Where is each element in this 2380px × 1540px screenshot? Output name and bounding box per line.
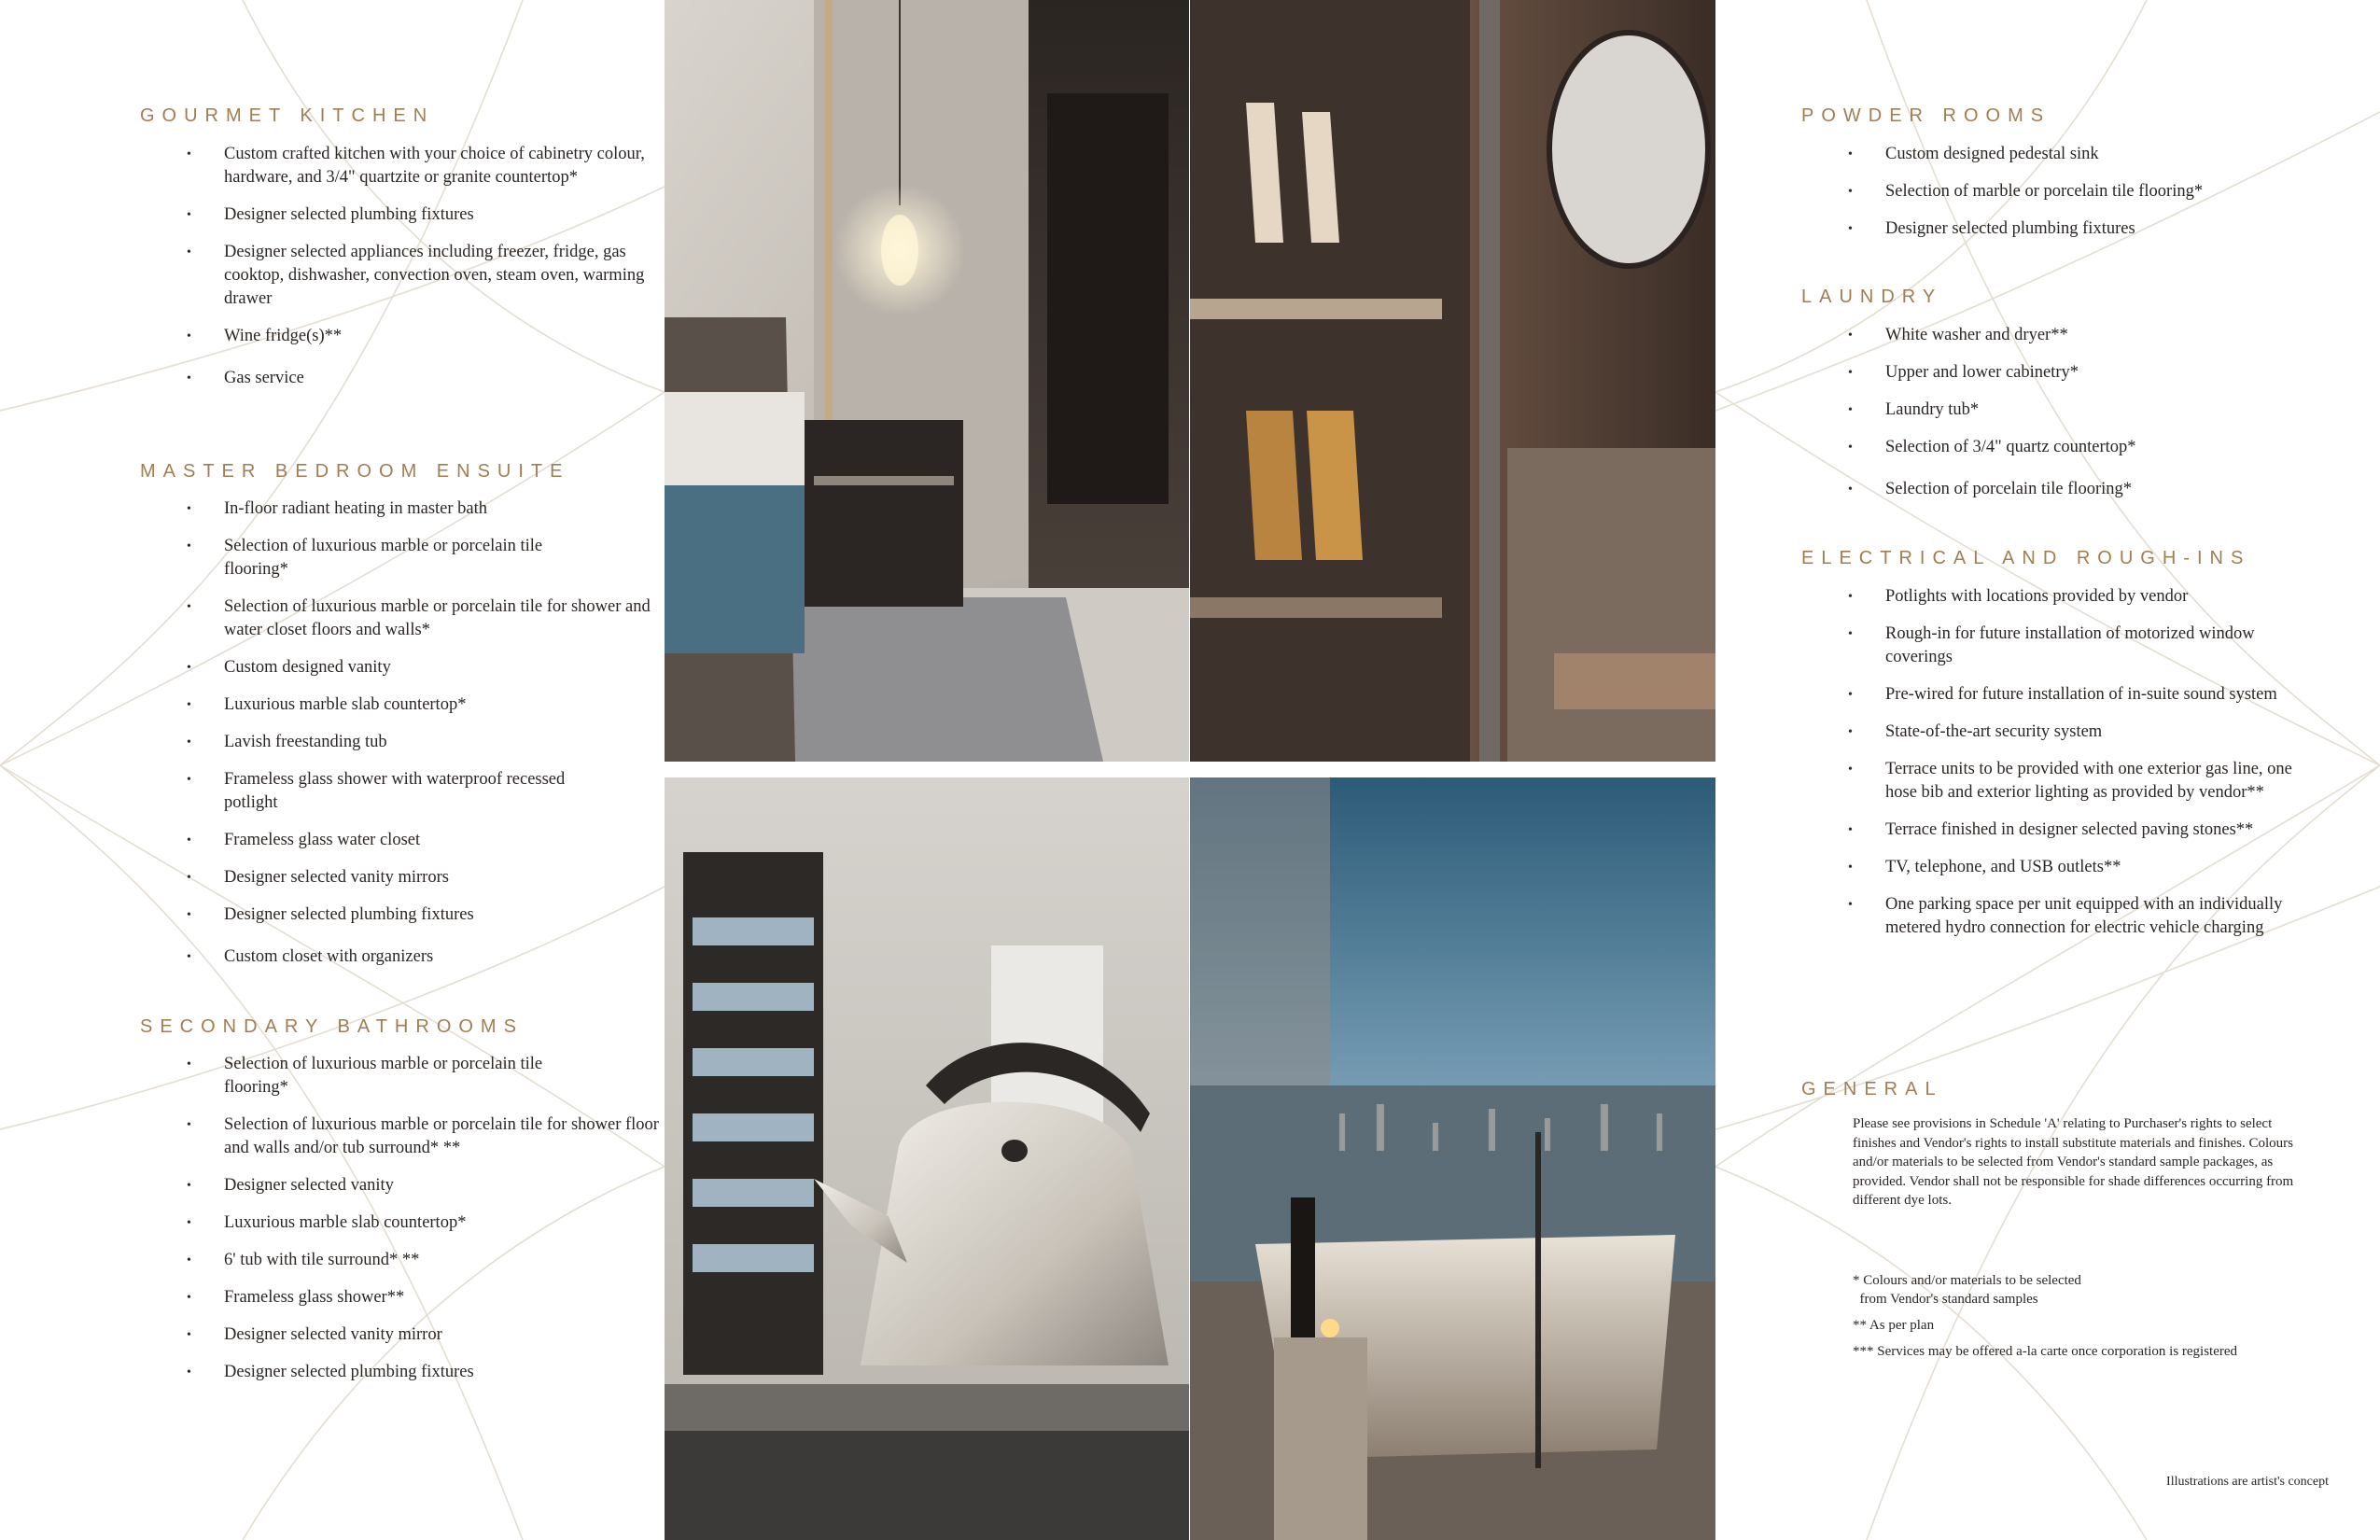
bedroom-photo: [665, 0, 1189, 762]
list-item: • Custom designed pedestal sink: [1848, 145, 2099, 163]
list-item: • Upper and lower cabinetry*: [1848, 363, 2079, 382]
powder-rooms-list: [1801, 143, 2324, 255]
list-item: • Terrace finished in designer selected paving stones**: [1848, 820, 2254, 839]
list-item: • Designer selected plumbing fixtures: [187, 205, 474, 224]
list-item: • Designer selected plumbing fixtures: [1848, 219, 2135, 238]
list-item: • Designer selected vanity mirrors: [187, 868, 449, 887]
gourmet-kitchen-list: [140, 143, 663, 404]
list-item: • Selection of porcelain tile flooring*: [1848, 480, 2133, 498]
laundry-list: [1801, 324, 2324, 515]
section-heading-electrical-and-rough-ins: ELECTRICAL AND ROUGH-INS: [1801, 548, 2251, 568]
list-item: • Laundry tub*: [1848, 400, 1980, 419]
list-item: • Selection of luxurious marble or porcelain tile flooring*: [187, 537, 543, 579]
kitchen-kettle-photo: [665, 777, 1189, 1540]
secondary-bathrooms-list: [140, 1053, 672, 1398]
list-item: • Luxurious marble slab countertop*: [187, 1213, 467, 1232]
list-item: • Frameless glass shower with waterproof recessed potlight: [187, 770, 566, 812]
list-item: • White washer and dryer**: [1848, 326, 2068, 344]
footnote: *** Services may be offered a-la carte once corporation is registered: [1853, 1344, 2238, 1359]
list-item: • Selection of 3/4" quartz countertop*: [1848, 438, 2136, 456]
list-item: • 6' tub with tile surround* **: [187, 1251, 420, 1269]
artist-concept-disclaimer: Illustrations are artist's concept: [2166, 1475, 2329, 1489]
list-item: • Luxurious marble slab countertop*: [187, 695, 467, 714]
bathtub-city-view-photo: [1190, 777, 1715, 1540]
list-item: • Selection of marble or porcelain tile flooring*: [1848, 182, 2204, 201]
list-item: • Selection of luxurious marble or porcelain tile for shower floor and walls and/or tub surround* **: [187, 1115, 659, 1157]
section-heading-master-bedroom-ensuite: MASTER BEDROOM ENSUITE: [140, 461, 570, 482]
list-item: • One parking space per unit equipped with an individually metered hydro connection for electric vehicle charging: [1848, 895, 2283, 937]
section-heading-laundry: LAUNDRY: [1801, 287, 1943, 307]
section-heading-powder-rooms: POWDER ROOMS: [1801, 105, 2051, 126]
master-bedroom-ensuite-list: [140, 497, 663, 983]
list-item: • Selection of luxurious marble or porcelain tile for shower and water closet floors and walls*: [187, 597, 651, 639]
electrical-list: [1801, 585, 2324, 954]
list-item: • Wine fridge(s)**: [187, 327, 343, 345]
footnote: * Colours and/or materials to be selected from Vendor's standard samples: [1853, 1273, 2081, 1307]
list-item: • Frameless glass water closet: [187, 831, 421, 849]
list-item: • Designer selected vanity: [187, 1176, 394, 1195]
list-item: • Terrace units to be provided with one exterior gas line, one hose bib and exterior lighting as provided by vendor**: [1848, 760, 2292, 802]
list-item: • Designer selected vanity mirror: [187, 1325, 442, 1344]
list-item: • Custom designed vanity: [187, 658, 391, 677]
list-item: • Selection of luxurious marble or porcelain tile flooring*: [187, 1055, 543, 1097]
walk-in-closet-photo: [1190, 0, 1715, 762]
list-item: • In-floor radiant heating in master bath: [187, 499, 488, 518]
section-heading-gourmet-kitchen: GOURMET KITCHEN: [140, 105, 435, 126]
list-item: • Custom closet with organizers: [187, 947, 434, 966]
list-item: • Designer selected plumbing fixtures: [187, 905, 474, 924]
section-heading-general: GENERAL: [1801, 1079, 1943, 1099]
list-item: • Lavish freestanding tub: [187, 733, 387, 751]
list-item: • Designer selected appliances including freezer, fridge, gas cooktop, dishwasher, convection oven, steam oven, warming drawer: [187, 243, 645, 308]
section-heading-secondary-bathrooms: SECONDARY BATHROOMS: [140, 1016, 524, 1037]
list-item: • Rough-in for future installation of motorized window coverings: [1848, 624, 2255, 666]
footnotes: [1853, 1271, 2357, 1368]
list-item: • Designer selected plumbing fixtures: [187, 1363, 474, 1381]
list-item: • Frameless glass shower**: [187, 1288, 405, 1307]
list-item: • TV, telephone, and USB outlets**: [1848, 858, 2121, 876]
list-item: • State-of-the-art security system: [1848, 722, 2103, 741]
list-item: • Pre-wired for future installation of in-suite sound system: [1848, 685, 2277, 704]
general-paragraph: Please see provisions in Schedule 'A' relating to Purchaser's rights to select finishes and Vendor's rights to install substitute materials and finishes. Colours and/or materials to be selected from Vendor's standard sample packages, as provided. Vendor shall not be responsible for shade differences occurring from different dye lots.: [1853, 1116, 2294, 1208]
list-item: • Custom crafted kitchen with your choice of cabinetry colour, hardware, and 3/4" quartzite or granite countertop*: [187, 145, 645, 187]
list-item: • Gas service: [187, 369, 304, 387]
footnote: ** As per plan: [1853, 1318, 1935, 1333]
list-item: • Potlights with locations provided by vendor: [1848, 587, 2189, 606]
